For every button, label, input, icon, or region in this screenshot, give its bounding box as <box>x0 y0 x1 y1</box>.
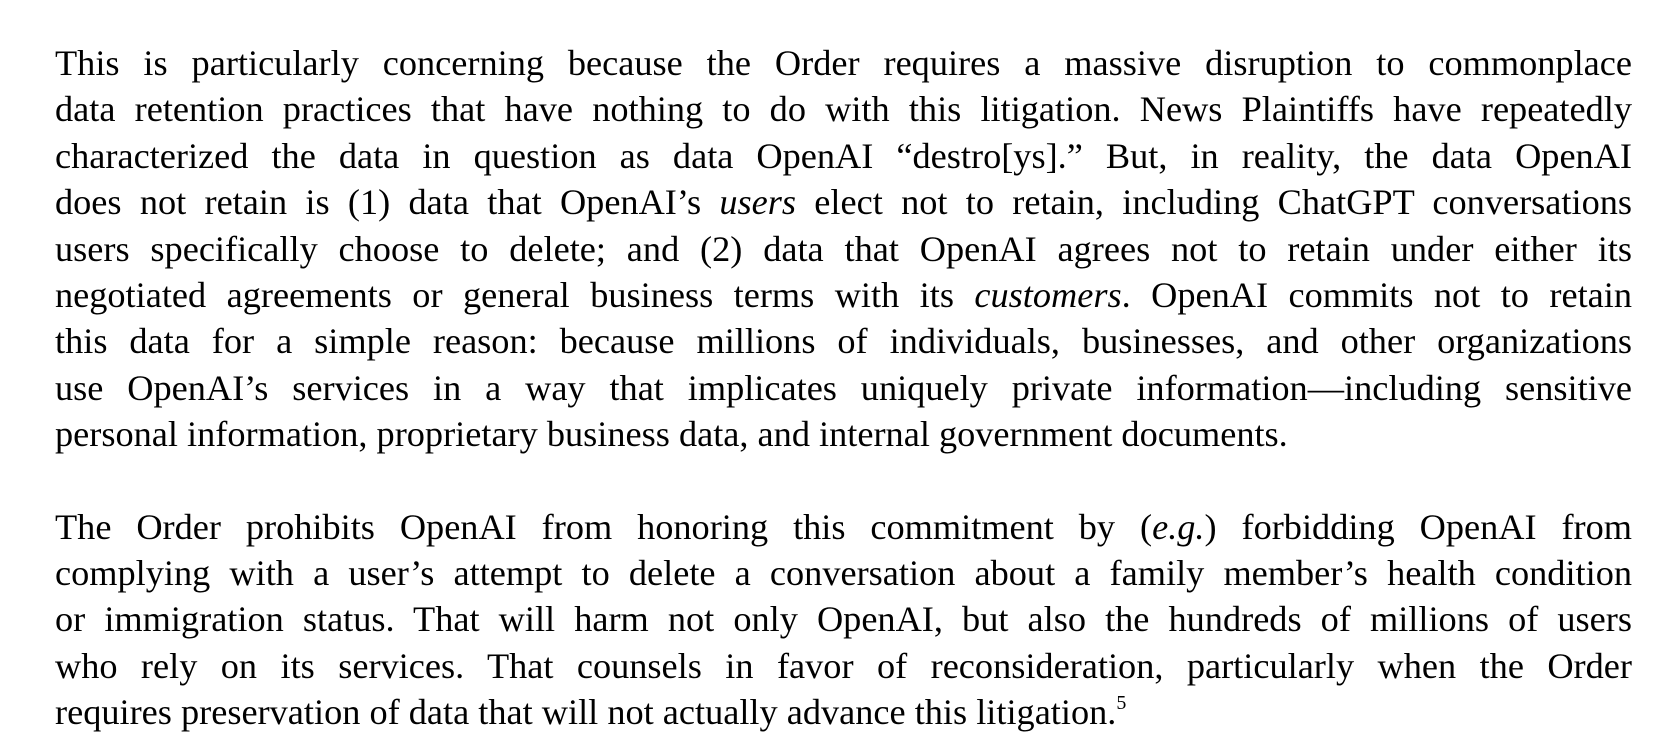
paragraph-1 <box>55 40 1632 458</box>
footnote-marker[interactable]: 5 <box>1116 692 1127 715</box>
text-line: use OpenAI’s services in a way that implicates uniquely private information—including sensitive <box>55 367 1632 408</box>
text-line: personal information, proprietary business data, and internal government documents. <box>55 414 1288 455</box>
text-line: or immigration status. That will harm not only OpenAI, but also the hundreds of millions of users <box>55 599 1632 640</box>
text-line: data retention practices that have nothing to do with this litigation. News Plaintiffs have repeatedly <box>55 89 1632 130</box>
text-line: requires preservation of data that will not actually advance this litigation.$^5$ <box>55 692 1127 733</box>
text-line: this data for a simple reason: because millions of individuals, businesses, and other organizations <box>55 321 1632 362</box>
text-line: negotiated agreements or general business terms with its customers. OpenAI commits not to retain <box>55 275 1633 316</box>
text-line: who rely on its services. That counsels in favor of reconsideration, particularly when the Order <box>55 645 1632 686</box>
text-line: users specifically choose to delete; and (2) data that OpenAI agrees not to retain under either its <box>55 228 1632 269</box>
text-line: characterized the data in question as data OpenAI “destro[ys].” But, in reality, the data OpenAI <box>55 135 1632 176</box>
italic-eg: e.g. <box>1152 506 1205 547</box>
document-body <box>55 40 1632 736</box>
text-line: complying with a user’s attempt to delete a conversation about a family member’s health condition <box>55 553 1632 594</box>
text-line: This is particularly concerning because the Order requires a massive disruption to commonplace <box>55 43 1632 83</box>
text-line: does not retain is (1) data that OpenAI’s users elect not to retain, including ChatGPT conversations <box>55 182 1632 223</box>
italic-users: users <box>719 182 797 223</box>
italic-customers: customers <box>974 275 1122 316</box>
paragraph-2 <box>55 504 1632 736</box>
text-line: The Order prohibits OpenAI from honoring this commitment by (e.g.) forbidding OpenAI from <box>55 506 1632 547</box>
